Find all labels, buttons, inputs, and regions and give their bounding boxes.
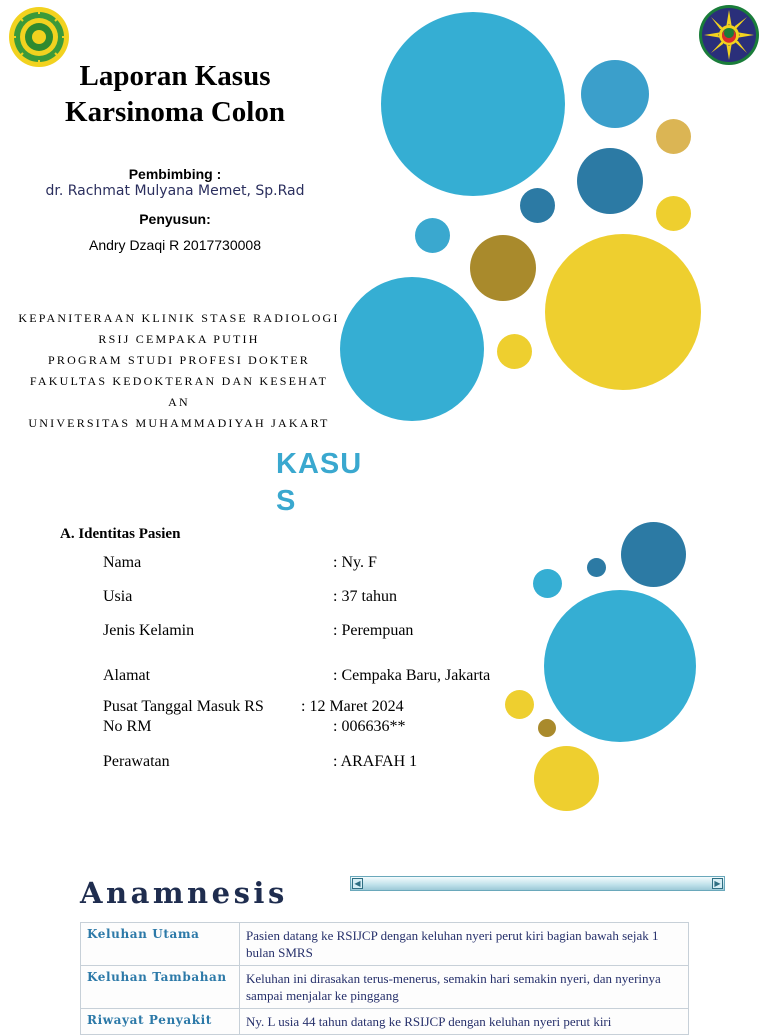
decorative-circle [581,60,649,128]
institution-line: KEPANITERAAN KLINIK STASE RADIOLOGI [18,311,340,325]
identity-value: : ARAFAH 1 [333,753,418,770]
table-value: Pasien datang ke RSIJCP dengan keluhan nyeri perut kiri bagian bawah sejak 1 bulan SMRS [240,923,689,966]
institution-line: PROGRAM STUDI PROFESI DOKTER [48,353,310,367]
decorative-circle [621,522,686,587]
decorative-circle [587,558,606,577]
decorative-circle [545,234,701,390]
institution-block [14,308,344,434]
author-label: Penyusun: [139,211,211,227]
decorative-circle [544,590,696,742]
decorative-circle [520,188,555,223]
identity-value: : Cempaka Baru, Jakarta [333,667,491,684]
identity-value: : Ny. F [333,554,377,571]
scroll-right-icon[interactable]: ▶ [712,878,723,889]
decorative-circle [656,119,691,154]
decorative-circle [538,719,556,737]
decorative-circle [470,235,536,301]
identity-label: Perawatan [103,753,170,770]
heading-line: S [276,485,297,517]
identity-label: Pusat Tanggal Masuk RS [103,698,264,715]
title-line: Karsinoma Colon [65,96,285,128]
advisor-label: Pembimbing : [128,166,222,182]
identity-value: : 37 tahun [333,588,397,605]
table-row [81,1009,689,1035]
anamnesis-table [80,922,689,1035]
table-key: Riwayat Penyakit [81,1009,240,1035]
identity-value: : Perempuan [333,622,414,639]
author-name: Andry Dzaqi R 2017730008 [88,237,261,253]
table-key: Keluhan Utama [81,923,240,966]
table-key: Keluhan Tambahan [81,966,240,1009]
identity-label: Jenis Kelamin [103,622,195,639]
anamnesis-heading: Anamnesis [80,876,288,910]
decorative-circle [381,12,565,196]
scroll-left-icon[interactable]: ◀ [352,878,363,889]
decorative-circle [505,690,534,719]
decorative-circle [340,277,484,421]
identity-label: No RM [103,718,152,735]
identity-label: Alamat [103,667,151,684]
table-row [81,966,689,1009]
identity-label: Usia [103,588,133,605]
decorative-circle [577,148,643,214]
table-value: Ny. L usia 44 tahun datang ke RSIJCP dengan keluhan nyeri perut kiri [240,1009,689,1035]
institution-line: RSIJ CEMPAKA PUTIH [98,332,260,346]
title-line: Laporan Kasus [79,60,271,92]
identity-label: Nama [103,554,142,571]
page-title [30,58,320,130]
identity-value: : 12 Maret 2024 [301,698,404,715]
decorative-circle [656,196,691,231]
horizontal-scrollbar[interactable] [350,876,725,891]
heading-line: KASU [276,448,363,480]
institution-line: UNIVERSITAS MUHAMMADIYAH JAKART [28,416,330,430]
decorative-circle [534,746,599,811]
table-row [81,923,689,966]
decorative-circle [497,334,532,369]
muhammadiyah-emblem-icon [698,4,760,66]
advisor-name: dr. Rachmat Mulyana Memet, Sp.Rad [45,183,305,199]
decorative-circle [415,218,450,253]
identity-value: : 006636** [333,718,406,735]
table-value: Keluhan ini dirasakan terus-menerus, semakin hari semakin nyeri, dan nyerinya sampai menjalar ke pinggang [240,966,689,1009]
institution-line: FAKULTAS KEDOKTERAN DAN KESEHAT [29,374,329,388]
institution-line: AN [168,395,190,409]
decorative-circle [533,569,562,598]
identity-heading: A. Identitas Pasien [60,526,181,542]
section-heading-kasus [276,446,376,520]
